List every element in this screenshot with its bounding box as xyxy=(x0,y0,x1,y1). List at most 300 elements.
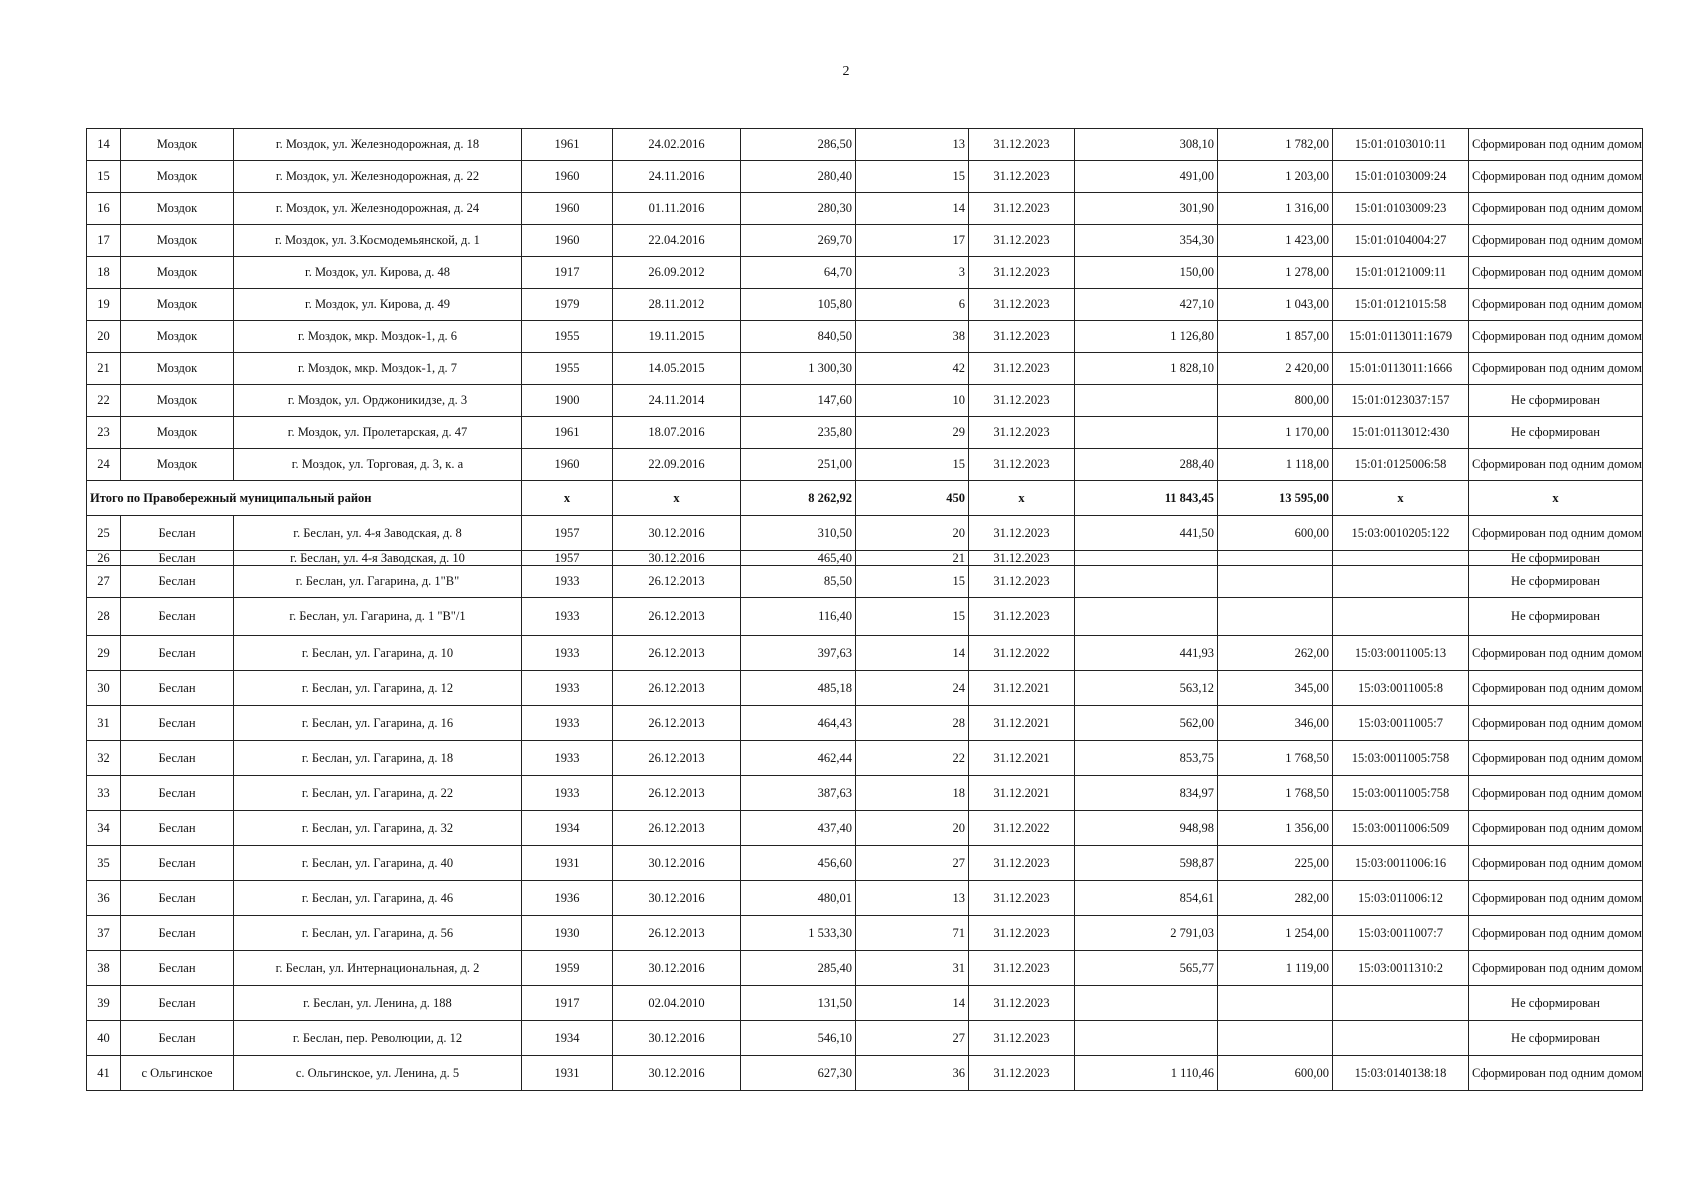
year-built-cell: 1931 xyxy=(522,846,613,881)
row-number-cell: 30 xyxy=(87,671,121,706)
row-number-cell: 18 xyxy=(87,257,121,289)
settlement-cell: Беслан xyxy=(121,1021,234,1056)
residents-count-cell: 14 xyxy=(856,636,969,671)
settlement-cell: Беслан xyxy=(121,566,234,598)
address-cell: г. Беслан, ул. Гагарина, д. 1"В" xyxy=(234,566,522,598)
row-number-cell: 35 xyxy=(87,846,121,881)
area-cell: 627,30 xyxy=(741,1056,856,1091)
residents-count-cell: 20 xyxy=(856,516,969,551)
plot-area-cell xyxy=(1218,598,1333,636)
settlement-cell: Беслан xyxy=(121,916,234,951)
row-number-cell: 29 xyxy=(87,636,121,671)
address-cell: г. Моздок, ул. Кирова, д. 49 xyxy=(234,289,522,321)
year-built-cell: 1900 xyxy=(522,385,613,417)
cadastral-number-cell: 15:03:0011005:758 xyxy=(1333,776,1469,811)
year-built-cell: 1933 xyxy=(522,706,613,741)
recognition-date-cell: 26.12.2013 xyxy=(613,671,741,706)
planned-date-cell: 31.12.2023 xyxy=(969,321,1075,353)
plot-area-cell xyxy=(1218,566,1333,598)
land-area-cell: 150,00 xyxy=(1075,257,1218,289)
land-area-cell: 308,10 xyxy=(1075,129,1218,161)
cadastral-number-cell xyxy=(1333,551,1469,566)
row-number-cell: 36 xyxy=(87,881,121,916)
row-number-cell: 38 xyxy=(87,951,121,986)
table-row xyxy=(87,671,1643,706)
year-built-cell: 1930 xyxy=(522,916,613,951)
row-number-cell: 23 xyxy=(87,417,121,449)
table-row xyxy=(87,636,1643,671)
table-row xyxy=(87,516,1643,551)
area-cell: 85,50 xyxy=(741,566,856,598)
area-cell: 464,43 xyxy=(741,706,856,741)
page-number: 2 xyxy=(842,64,850,79)
cadastral-number-cell: 15:03:0011005:8 xyxy=(1333,671,1469,706)
total-row-group xyxy=(87,481,1643,516)
land-status-cell: Сформирован под одним домом xyxy=(1469,881,1643,916)
row-number-cell: 22 xyxy=(87,385,121,417)
table-row xyxy=(87,776,1643,811)
table-row xyxy=(87,811,1643,846)
row-number-cell: 21 xyxy=(87,353,121,385)
recognition-date-cell: 30.12.2016 xyxy=(613,951,741,986)
plot-area-cell: 1 857,00 xyxy=(1218,321,1333,353)
plot-area-cell: 1 203,00 xyxy=(1218,161,1333,193)
row-number-cell: 39 xyxy=(87,986,121,1021)
recognition-date-cell: 26.12.2013 xyxy=(613,636,741,671)
plot-area-cell: 2 420,00 xyxy=(1218,353,1333,385)
cadastral-number-cell: 15:01:0123037:157 xyxy=(1333,385,1469,417)
land-area-cell: 598,87 xyxy=(1075,846,1218,881)
recognition-date-cell: 24.11.2016 xyxy=(613,161,741,193)
row-number-cell: 40 xyxy=(87,1021,121,1056)
area-cell: 480,01 xyxy=(741,881,856,916)
table-row xyxy=(87,706,1643,741)
area-cell: 387,63 xyxy=(741,776,856,811)
recognition-date-cell: 14.05.2015 xyxy=(613,353,741,385)
address-cell: г. Моздок, ул. З.Космодемьянской, д. 1 xyxy=(234,225,522,257)
area-cell: 456,60 xyxy=(741,846,856,881)
table-row xyxy=(87,289,1643,321)
recognition-date-cell: 24.02.2016 xyxy=(613,129,741,161)
plot-area-cell: 600,00 xyxy=(1218,1056,1333,1091)
settlement-cell: Моздок xyxy=(121,353,234,385)
cadastral-number-cell xyxy=(1333,598,1469,636)
plot-area-cell: 1 043,00 xyxy=(1218,289,1333,321)
planned-date-cell: 31.12.2023 xyxy=(969,193,1075,225)
address-cell: г. Беслан, ул. Гагарина, д. 12 xyxy=(234,671,522,706)
table-row xyxy=(87,193,1643,225)
area-cell: 1 533,30 xyxy=(741,916,856,951)
address-cell: г. Моздок, ул. Железнодорожная, д. 24 xyxy=(234,193,522,225)
table-row xyxy=(87,916,1643,951)
residents-count-cell: 31 xyxy=(856,951,969,986)
planned-date-cell: 31.12.2023 xyxy=(969,417,1075,449)
plot-area-cell: 225,00 xyxy=(1218,846,1333,881)
land-status-cell: Сформирован под одним домом xyxy=(1469,811,1643,846)
cadastral-number-cell: 15:01:0121009:11 xyxy=(1333,257,1469,289)
plot-area-cell: 1 254,00 xyxy=(1218,916,1333,951)
land-status-cell: Сформирован под одним домом xyxy=(1469,129,1643,161)
address-cell: г. Беслан, ул. 4-я Заводская, д. 8 xyxy=(234,516,522,551)
planned-date-cell: 31.12.2021 xyxy=(969,741,1075,776)
year-built-cell: 1931 xyxy=(522,1056,613,1091)
row-number-cell: 32 xyxy=(87,741,121,776)
land-status-cell: Сформирован под одним домом xyxy=(1469,846,1643,881)
land-area-cell: 1 828,10 xyxy=(1075,353,1218,385)
settlement-cell: Беслан xyxy=(121,516,234,551)
settlement-cell: Моздок xyxy=(121,385,234,417)
land-status-cell: Не сформирован xyxy=(1469,986,1643,1021)
land-status-cell: Не сформирован xyxy=(1469,551,1643,566)
planned-date-cell: 31.12.2023 xyxy=(969,225,1075,257)
address-cell: г. Беслан, ул. 4-я Заводская, д. 10 xyxy=(234,551,522,566)
cadastral-number-cell: 15:03:0140138:18 xyxy=(1333,1056,1469,1091)
table-row xyxy=(87,951,1643,986)
year-built-cell: 1957 xyxy=(522,551,613,566)
settlement-cell: Беслан xyxy=(121,671,234,706)
settlement-cell: Моздок xyxy=(121,129,234,161)
year-built-cell: 1955 xyxy=(522,353,613,385)
recognition-date-cell: 28.11.2012 xyxy=(613,289,741,321)
table-body-pravoberezhny xyxy=(87,129,1643,481)
cadastral-number-cell: 15:03:0011005:7 xyxy=(1333,706,1469,741)
recognition-date-cell: 30.12.2016 xyxy=(613,551,741,566)
area-cell: 465,40 xyxy=(741,551,856,566)
residents-count-cell: 71 xyxy=(856,916,969,951)
plot-area-cell: 1 768,50 xyxy=(1218,741,1333,776)
area-cell: 437,40 xyxy=(741,811,856,846)
land-status-cell: Сформирован под одним домом xyxy=(1469,193,1643,225)
address-cell: г. Беслан, ул. Гагарина, д. 18 xyxy=(234,741,522,776)
residents-count-cell: 17 xyxy=(856,225,969,257)
land-area-cell: 354,30 xyxy=(1075,225,1218,257)
year-built-cell: 1960 xyxy=(522,449,613,481)
plot-area-cell: 1 782,00 xyxy=(1218,129,1333,161)
recognition-date-cell: 02.04.2010 xyxy=(613,986,741,1021)
land-area-cell: 834,97 xyxy=(1075,776,1218,811)
planned-date-cell: 31.12.2023 xyxy=(969,516,1075,551)
address-cell: г. Моздок, мкр. Моздок-1, д. 7 xyxy=(234,353,522,385)
settlement-cell: Беслан xyxy=(121,706,234,741)
recognition-date-cell: 22.04.2016 xyxy=(613,225,741,257)
planned-date-cell: 31.12.2023 xyxy=(969,385,1075,417)
settlement-cell: Моздок xyxy=(121,257,234,289)
table-row xyxy=(87,417,1643,449)
area-cell: 280,40 xyxy=(741,161,856,193)
table-row xyxy=(87,449,1643,481)
planned-date-cell: 31.12.2023 xyxy=(969,1021,1075,1056)
cadastral-number-cell: 15:01:0113012:430 xyxy=(1333,417,1469,449)
table-row xyxy=(87,353,1643,385)
residents-count-cell: 6 xyxy=(856,289,969,321)
settlement-cell: Беслан xyxy=(121,951,234,986)
cadastral-number-cell: 15:01:0113011:1666 xyxy=(1333,353,1469,385)
cadastral-number-cell: 15:03:0011007:7 xyxy=(1333,916,1469,951)
year-built-cell: 1955 xyxy=(522,321,613,353)
land-area-cell: 441,93 xyxy=(1075,636,1218,671)
area-cell: 269,70 xyxy=(741,225,856,257)
planned-date-cell: 31.12.2023 xyxy=(969,289,1075,321)
year-built-cell: 1934 xyxy=(522,811,613,846)
planned-date-cell: 31.12.2022 xyxy=(969,811,1075,846)
area-cell: 285,40 xyxy=(741,951,856,986)
land-status-cell: Сформирован под одним домом xyxy=(1469,225,1643,257)
recognition-date-cell: 30.12.2016 xyxy=(613,881,741,916)
residents-count-cell: 13 xyxy=(856,881,969,916)
area-cell: 485,18 xyxy=(741,671,856,706)
residents-count-cell: 15 xyxy=(856,449,969,481)
recognition-date-cell: 26.12.2013 xyxy=(613,741,741,776)
address-cell: г. Моздок, ул. Железнодорожная, д. 18 xyxy=(234,129,522,161)
land-status-cell: Не сформирован xyxy=(1469,566,1643,598)
settlement-cell: Моздок xyxy=(121,417,234,449)
land-area-cell xyxy=(1075,551,1218,566)
area-cell: 131,50 xyxy=(741,986,856,1021)
recognition-date-cell: 19.11.2015 xyxy=(613,321,741,353)
total-row xyxy=(87,481,1643,516)
land-status-cell: Не сформирован xyxy=(1469,1021,1643,1056)
year-built-cell: 1959 xyxy=(522,951,613,986)
planned-date-cell: 31.12.2023 xyxy=(969,257,1075,289)
settlement-cell: Беслан xyxy=(121,846,234,881)
residents-count-cell: 15 xyxy=(856,161,969,193)
recognition-date-cell: 26.12.2013 xyxy=(613,706,741,741)
cadastral-number-cell: 15:03:0011005:758 xyxy=(1333,741,1469,776)
address-cell: г. Беслан, ул. Интернациональная, д. 2 xyxy=(234,951,522,986)
residents-count-cell: 18 xyxy=(856,776,969,811)
address-cell: г. Моздок, ул. Торговая, д. 3, к. а xyxy=(234,449,522,481)
land-status-cell: Сформирован под одним домом xyxy=(1469,321,1643,353)
address-cell: г. Моздок, ул. Пролетарская, д. 47 xyxy=(234,417,522,449)
table-row xyxy=(87,986,1643,1021)
settlement-cell: Моздок xyxy=(121,289,234,321)
land-status-cell: Сформирован под одним домом xyxy=(1469,289,1643,321)
total-label: Итого по Правобережный муниципальный район xyxy=(87,481,522,516)
plot-area-cell xyxy=(1218,551,1333,566)
land-area-cell: 288,40 xyxy=(1075,449,1218,481)
settlement-cell: с Ольгинское xyxy=(121,1056,234,1091)
settlement-cell: Беслан xyxy=(121,986,234,1021)
area-cell: 310,50 xyxy=(741,516,856,551)
residents-count-cell: 27 xyxy=(856,846,969,881)
total-area: 8 262,92 xyxy=(741,481,856,516)
plot-area-cell: 1 316,00 xyxy=(1218,193,1333,225)
settlement-cell: Моздок xyxy=(121,321,234,353)
plot-area-cell: 1 118,00 xyxy=(1218,449,1333,481)
address-cell: г. Беслан, ул. Гагарина, д. 56 xyxy=(234,916,522,951)
area-cell: 251,00 xyxy=(741,449,856,481)
area-cell: 116,40 xyxy=(741,598,856,636)
cadastral-number-cell: 15:03:0011006:509 xyxy=(1333,811,1469,846)
settlement-cell: Беслан xyxy=(121,636,234,671)
address-cell: г. Беслан, ул. Гагарина, д. 40 xyxy=(234,846,522,881)
land-area-cell: 1 110,46 xyxy=(1075,1056,1218,1091)
address-cell: г. Моздок, мкр. Моздок-1, д. 6 xyxy=(234,321,522,353)
recognition-date-cell: 30.12.2016 xyxy=(613,516,741,551)
plot-area-cell: 600,00 xyxy=(1218,516,1333,551)
planned-date-cell: 31.12.2023 xyxy=(969,129,1075,161)
row-number-cell: 26 xyxy=(87,551,121,566)
residents-count-cell: 29 xyxy=(856,417,969,449)
recognition-date-cell: 26.12.2013 xyxy=(613,598,741,636)
residents-count-cell: 36 xyxy=(856,1056,969,1091)
total-date: х xyxy=(613,481,741,516)
residents-count-cell: 13 xyxy=(856,129,969,161)
address-cell: г. Беслан, ул. Гагарина, д. 32 xyxy=(234,811,522,846)
recognition-date-cell: 26.12.2013 xyxy=(613,916,741,951)
cadastral-number-cell: 15:03:0011005:13 xyxy=(1333,636,1469,671)
address-cell: с. Ольгинское, ул. Ленина, д. 5 xyxy=(234,1056,522,1091)
land-status-cell: Не сформирован xyxy=(1469,598,1643,636)
address-cell: г. Беслан, ул. Гагарина, д. 10 xyxy=(234,636,522,671)
recognition-date-cell: 26.12.2013 xyxy=(613,566,741,598)
cadastral-number-cell: 15:01:0121015:58 xyxy=(1333,289,1469,321)
land-area-cell xyxy=(1075,598,1218,636)
area-cell: 64,70 xyxy=(741,257,856,289)
residents-count-cell: 3 xyxy=(856,257,969,289)
row-number-cell: 15 xyxy=(87,161,121,193)
residents-count-cell: 22 xyxy=(856,741,969,776)
land-status-cell: Не сформирован xyxy=(1469,385,1643,417)
land-area-cell: 853,75 xyxy=(1075,741,1218,776)
land-area-cell: 491,00 xyxy=(1075,161,1218,193)
plot-area-cell: 282,00 xyxy=(1218,881,1333,916)
land-status-cell: Сформирован под одним домом xyxy=(1469,741,1643,776)
year-built-cell: 1933 xyxy=(522,636,613,671)
planned-date-cell: 31.12.2023 xyxy=(969,881,1075,916)
table-row xyxy=(87,566,1643,598)
planned-date-cell: 31.12.2023 xyxy=(969,353,1075,385)
total-land2: 13 595,00 xyxy=(1218,481,1333,516)
planned-date-cell: 31.12.2023 xyxy=(969,161,1075,193)
land-status-cell: Сформирован под одним домом xyxy=(1469,636,1643,671)
land-area-cell: 854,61 xyxy=(1075,881,1218,916)
area-cell: 1 300,30 xyxy=(741,353,856,385)
land-area-cell: 563,12 xyxy=(1075,671,1218,706)
cadastral-number-cell xyxy=(1333,986,1469,1021)
cadastral-number-cell: 15:01:0113011:1679 xyxy=(1333,321,1469,353)
recognition-date-cell: 26.12.2013 xyxy=(613,776,741,811)
table-row xyxy=(87,551,1643,566)
settlement-cell: Беслан xyxy=(121,741,234,776)
land-status-cell: Сформирован под одним домом xyxy=(1469,516,1643,551)
address-cell: г. Беслан, ул. Гагарина, д. 1 "В"/1 xyxy=(234,598,522,636)
cadastral-number-cell: 15:01:0103010:11 xyxy=(1333,129,1469,161)
land-area-cell: 948,98 xyxy=(1075,811,1218,846)
area-cell: 147,60 xyxy=(741,385,856,417)
year-built-cell: 1960 xyxy=(522,225,613,257)
plot-area-cell xyxy=(1218,1021,1333,1056)
recognition-date-cell: 30.12.2016 xyxy=(613,1021,741,1056)
settlement-cell: Моздок xyxy=(121,449,234,481)
recognition-date-cell: 26.12.2013 xyxy=(613,811,741,846)
plot-area-cell: 1 423,00 xyxy=(1218,225,1333,257)
recognition-date-cell: 22.09.2016 xyxy=(613,449,741,481)
planned-date-cell: 31.12.2021 xyxy=(969,776,1075,811)
land-status-cell: Сформирован под одним домом xyxy=(1469,449,1643,481)
cadastral-number-cell: 15:03:011006:12 xyxy=(1333,881,1469,916)
land-status-cell: Не сформирован xyxy=(1469,417,1643,449)
settlement-cell: Беслан xyxy=(121,551,234,566)
cadastral-number-cell xyxy=(1333,566,1469,598)
planned-date-cell: 31.12.2022 xyxy=(969,636,1075,671)
year-built-cell: 1957 xyxy=(522,516,613,551)
recognition-date-cell: 30.12.2016 xyxy=(613,846,741,881)
table-row xyxy=(87,846,1643,881)
row-number-cell: 16 xyxy=(87,193,121,225)
year-built-cell: 1933 xyxy=(522,671,613,706)
table-row xyxy=(87,385,1643,417)
cadastral-number-cell xyxy=(1333,1021,1469,1056)
table-row xyxy=(87,257,1643,289)
table-row xyxy=(87,321,1643,353)
cadastral-number-cell: 15:01:0104004:27 xyxy=(1333,225,1469,257)
address-cell: г. Беслан, пер. Революции, д. 12 xyxy=(234,1021,522,1056)
plot-area-cell xyxy=(1218,986,1333,1021)
residents-count-cell: 15 xyxy=(856,598,969,636)
planned-date-cell: 31.12.2021 xyxy=(969,706,1075,741)
table-row xyxy=(87,161,1643,193)
planned-date-cell: 31.12.2023 xyxy=(969,846,1075,881)
planned-date-cell: 31.12.2021 xyxy=(969,671,1075,706)
address-cell: г. Беслан, ул. Гагарина, д. 46 xyxy=(234,881,522,916)
table-row xyxy=(87,881,1643,916)
area-cell: 280,30 xyxy=(741,193,856,225)
residents-count-cell: 21 xyxy=(856,551,969,566)
settlement-cell: Беслан xyxy=(121,776,234,811)
plot-area-cell: 345,00 xyxy=(1218,671,1333,706)
land-status-cell: Сформирован под одним домом xyxy=(1469,776,1643,811)
residents-count-cell: 38 xyxy=(856,321,969,353)
land-area-cell xyxy=(1075,417,1218,449)
settlement-cell: Беслан xyxy=(121,881,234,916)
recognition-date-cell: 26.09.2012 xyxy=(613,257,741,289)
table-row xyxy=(87,225,1643,257)
land-area-cell: 562,00 xyxy=(1075,706,1218,741)
row-number-cell: 34 xyxy=(87,811,121,846)
total-people: 450 xyxy=(856,481,969,516)
year-built-cell: 1917 xyxy=(522,257,613,289)
area-cell: 397,63 xyxy=(741,636,856,671)
table-row xyxy=(87,129,1643,161)
year-built-cell: 1934 xyxy=(522,1021,613,1056)
cadastral-number-cell: 15:03:0011310:2 xyxy=(1333,951,1469,986)
address-cell: г. Беслан, ул. Гагарина, д. 16 xyxy=(234,706,522,741)
housing-register-table xyxy=(86,128,1643,1091)
area-cell: 546,10 xyxy=(741,1021,856,1056)
row-number-cell: 27 xyxy=(87,566,121,598)
row-number-cell: 14 xyxy=(87,129,121,161)
row-number-cell: 28 xyxy=(87,598,121,636)
year-built-cell: 1936 xyxy=(522,881,613,916)
residents-count-cell: 14 xyxy=(856,986,969,1021)
residents-count-cell: 20 xyxy=(856,811,969,846)
plot-area-cell: 262,00 xyxy=(1218,636,1333,671)
area-cell: 840,50 xyxy=(741,321,856,353)
table-row xyxy=(87,741,1643,776)
total-plan: х xyxy=(969,481,1075,516)
residents-count-cell: 15 xyxy=(856,566,969,598)
row-number-cell: 17 xyxy=(87,225,121,257)
land-area-cell: 441,50 xyxy=(1075,516,1218,551)
row-number-cell: 41 xyxy=(87,1056,121,1091)
land-area-cell: 1 126,80 xyxy=(1075,321,1218,353)
year-built-cell: 1917 xyxy=(522,986,613,1021)
address-cell: г. Беслан, ул. Гагарина, д. 22 xyxy=(234,776,522,811)
land-area-cell: 2 791,03 xyxy=(1075,916,1218,951)
table-body-beslan xyxy=(87,516,1643,1091)
residents-count-cell: 28 xyxy=(856,706,969,741)
